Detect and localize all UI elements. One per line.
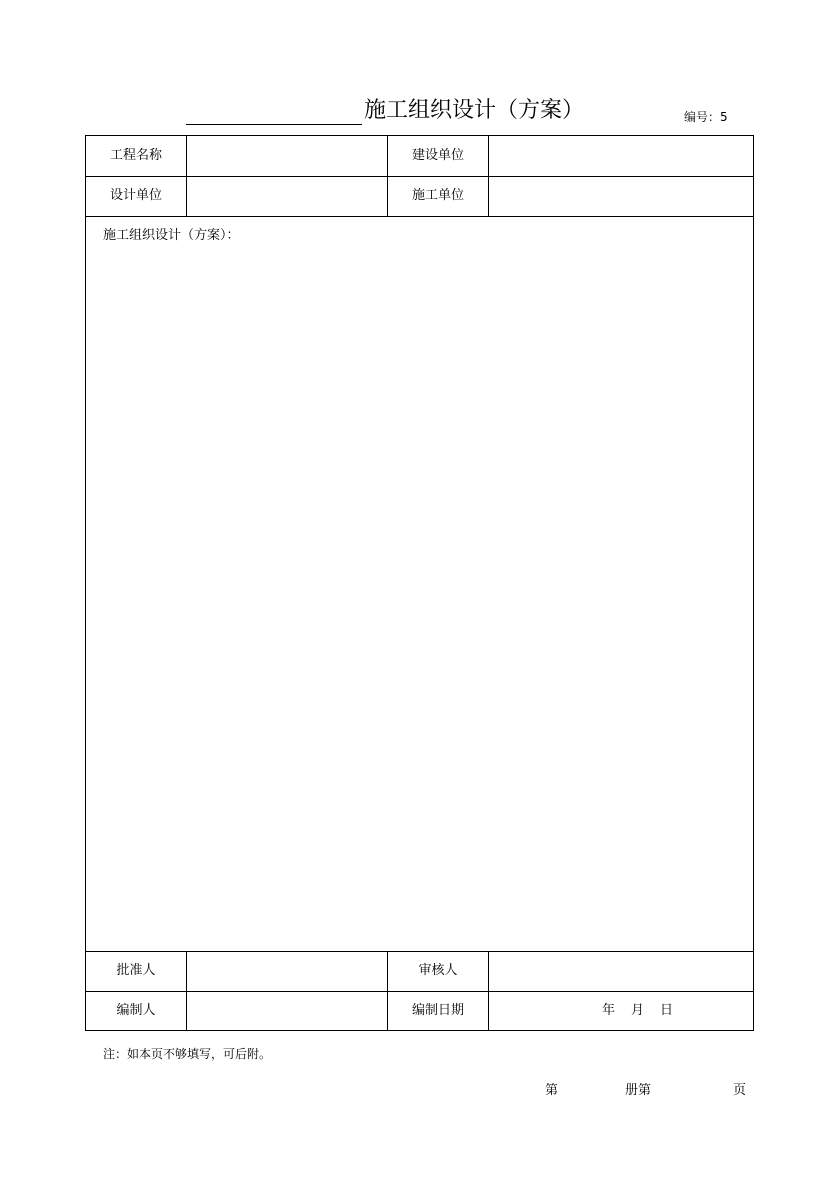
- project-name-field[interactable]: [187, 136, 387, 176]
- compile-date-field[interactable]: [488, 991, 753, 1031]
- title-prefix-blank[interactable]: [186, 124, 362, 125]
- pager-ce-di-label: 册第: [625, 1083, 652, 1098]
- date-day-label: 日: [660, 1003, 674, 1018]
- approver-field[interactable]: [187, 951, 387, 991]
- construction-plan-form: [85, 135, 754, 1031]
- page-title: 施工组织设计（方案）: [364, 98, 585, 123]
- reviewer-label: 审核人: [418, 963, 458, 978]
- contractor-field[interactable]: [489, 176, 753, 216]
- date-month-label: 月: [631, 1003, 645, 1018]
- designer-label: 设计单位: [109, 188, 162, 203]
- designer-field[interactable]: [187, 176, 387, 216]
- compile-date-label: 编制日期: [411, 1003, 464, 1018]
- reviewer-field[interactable]: [489, 951, 753, 991]
- pager-di-label: 第: [545, 1083, 559, 1098]
- serial-number: 编号：5: [684, 110, 728, 124]
- footnote: 注：如本页不够填写，可后附。: [103, 1047, 272, 1061]
- builder-field[interactable]: [489, 136, 753, 176]
- builder-label: 建设单位: [411, 148, 464, 163]
- contractor-label: 施工单位: [411, 188, 464, 203]
- pager-ye-label: 页: [733, 1083, 747, 1098]
- approver-label: 批准人: [116, 963, 156, 978]
- compiler-label: 编制人: [116, 1003, 156, 1018]
- compiler-field[interactable]: [187, 991, 387, 1031]
- project-name-label: 工程名称: [109, 148, 162, 163]
- plan-content-field[interactable]: [86, 216, 753, 951]
- date-year-label: 年: [602, 1003, 616, 1018]
- plan-content-label: 施工组织设计（方案）：: [103, 228, 240, 243]
